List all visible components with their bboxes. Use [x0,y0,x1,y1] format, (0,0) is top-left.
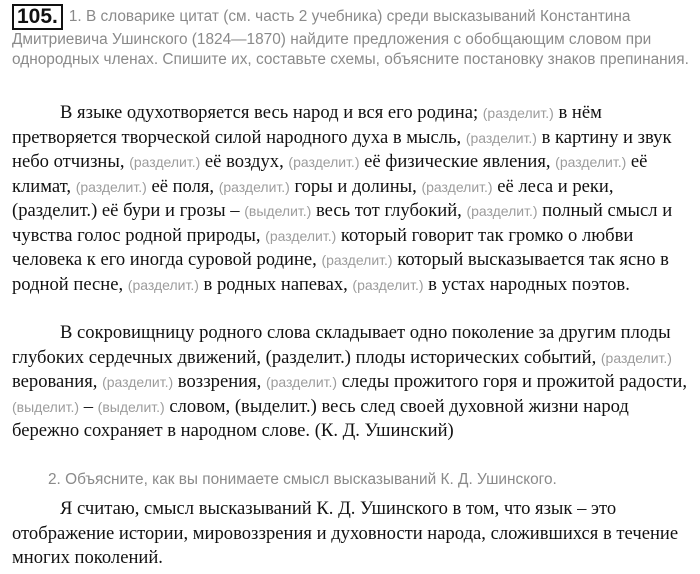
task-1-text: 1. В словарике цитат (см. часть 2 учебника) среди высказываний Константина Дмитриевича Ушинского (1824—1870) найдите предложения с обобщающим словом при однородных членах. Спишите их, составьте схемы, объясните постановку знаков препинания. [12,8,689,68]
text-segment: который высказывается так ясно в родной песне, [12,249,669,295]
task-1 [12,4,690,70]
citation-paragraph-2 [12,321,690,444]
citation-paragraph-1-segments [12,102,672,295]
task-2-text: 2. Объясните, как вы понимаете смысл высказываний К. Д. Ушинского. [48,471,557,488]
punctuation-annotation: (разделит.) [102,374,174,390]
punctuation-annotation: (разделит.) [482,105,554,121]
punctuation-annotation: (выделит.) [244,203,312,219]
text-segment: её физические явления, [359,151,556,172]
text-segment: В языке одухотворяется весь народ и вся его родина; [60,102,483,123]
punctuation-annotation: (разделит.) [465,129,537,146]
exercise-number: 105. [12,4,63,30]
answer-text: Я считаю, смысл высказываний К. Д. Ушинского в том, что язык – это отображение истории, мировоззрения и духовности народа, сложившихся в течение многих поколений. [12,498,679,568]
punctuation-annotation: (разделит.) [321,252,393,268]
punctuation-annotation: (разделит.) [352,276,424,293]
text-segment: в нём претворяется творческой силой народного духа в мысль, [12,102,602,148]
citation-paragraph-2-segments [12,322,687,441]
text-segment: горы и долины, [289,175,422,197]
punctuation-annotation: (разделит.) [75,178,147,195]
text-segment: её воздух, [200,151,289,172]
text-segment: В сокровищницу родного слова складывает одно поколение за другим плоды глубоких сердечных движений, (разделит.) плоды исторических событий, [12,322,671,368]
text-segment: её климат, [12,151,648,197]
task-2 [48,470,688,490]
text-segment: словом, (выделит.) весь след своей духовной жизни народ бережно сохраняет в народном слове. (К. Д. Ушинский) [12,395,629,441]
punctuation-annotation: (разделит.) [129,154,201,170]
text-segment: в родных напевах, [198,273,353,295]
text-segment: следы прожитого горя и прожитой радости, [337,371,687,392]
text-segment: – [79,395,98,417]
text-segment: воззрения, [173,371,266,392]
text-segment: весь тот глубокий, [311,200,467,221]
text-segment: её леса и реки, (разделит.) её бури и грозы – [12,175,614,221]
text-segment: в устах народных поэтов. [423,273,630,295]
punctuation-annotation: (разделит.) [600,349,672,366]
punctuation-annotation: (разделит.) [555,154,627,170]
punctuation-annotation: (разделит.) [265,227,337,244]
punctuation-annotation: (разделит.) [127,276,199,293]
citation-paragraph-1 [12,101,690,297]
answer-paragraph [12,497,690,571]
punctuation-annotation: (выделит.) [97,398,165,415]
punctuation-annotation: (разделит.) [421,178,493,195]
text-segment: её поля, [146,175,219,197]
text-segment: в картину и звук небо отчизны, [12,126,672,172]
punctuation-annotation: (разделит.) [265,374,338,390]
punctuation-annotation: (разделит.) [288,154,360,170]
punctuation-annotation: (выделит.) [12,398,80,415]
text-segment: который говорит так громко о любви человека к его иногда суровой родине, [12,224,634,270]
punctuation-annotation: (разделит.) [218,178,290,195]
text-segment: верования, [12,371,103,392]
punctuation-annotation: (разделит.) [466,203,538,219]
text-segment: полный смысл и чувства голос родной природы, [12,200,673,246]
